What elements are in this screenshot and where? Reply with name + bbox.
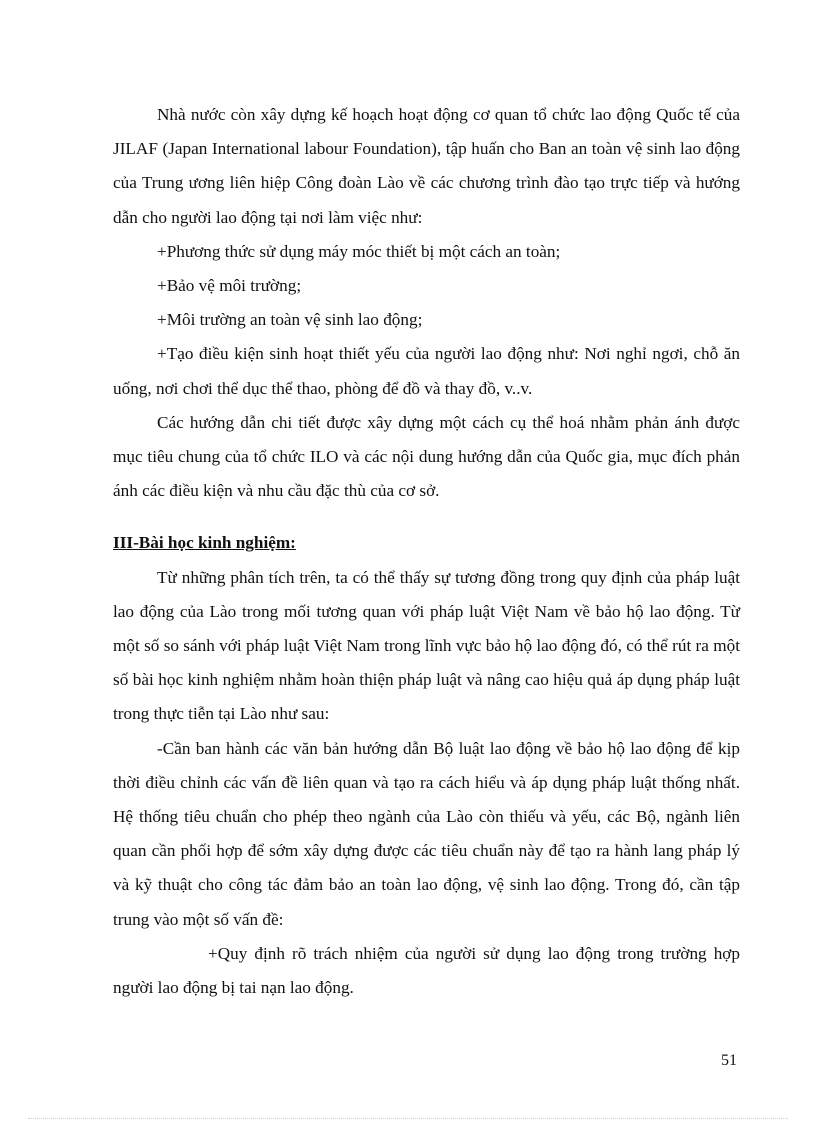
- paragraph-recommendation: -Cần ban hành các văn bản hướng dẫn Bộ luật lao động về bảo hộ lao động để kịp thời điều chỉnh các vấn đề liên quan và tạo ra cách hiểu và áp dụng pháp luật thống nhất. Hệ thống tiêu chuẩn cho phép theo ngành của Lào còn thiếu và yếu, các Bộ, ngành liên quan cần phối hợp để sớm xây dựng được các tiêu chuẩn này để tạo ra hành lang pháp lý và kỹ thuật cho công tác đảm bảo an toàn lao động, vệ sinh lao động. Trong đó, cần tập trung vào một số vấn đề:: [113, 738, 740, 929]
- document-body: [113, 98, 740, 1005]
- list-item-environment: +Bảo vệ môi trường;: [157, 276, 302, 296]
- section-heading: III-Bài học kinh nghiệm:: [113, 533, 296, 553]
- paragraph-jilaf: Nhà nước còn xây dựng kế hoạch hoạt động cơ quan tổ chức lao động Quốc tế của JILAF (Japan International labour Foundation), tập huấn cho Ban an toàn vệ sinh lao động của Trung ương liên hiệp Công đoàn Lào về các chương trình đào tạo trực tiếp và hướng dẫn cho người lao động tại nơi làm việc như:: [113, 105, 740, 227]
- list-item-safe-workplace: +Môi trường an toàn vệ sinh lao động;: [157, 310, 423, 330]
- list-item-safe-equipment: +Phương thức sử dụng máy móc thiết bị một cách an toàn;: [157, 241, 561, 261]
- paragraph-lessons: Từ những phân tích trên, ta có thể thấy sự tương đồng trong quy định của pháp luật lao động của Lào trong mối tương quan với pháp luật Việt Nam về bảo hộ lao động. Từ một số so sánh với pháp luật Việt Nam trong lĩnh vực bảo hộ lao động đó, có thể rút ra một số bài học kinh nghiệm nhằm hoàn thiện pháp luật và nâng cao hiệu quả áp dụng pháp luật trong thực tiễn tại Lào như sau:: [113, 567, 740, 724]
- footer-divider: [28, 1118, 788, 1119]
- page-number: 51: [721, 1052, 737, 1069]
- sub-item-employer-responsibility: +Quy định rõ trách nhiệm của người sử dụng lao động trong trường hợp người lao động bị tai nạn lao động.: [113, 943, 740, 998]
- paragraph-guidance: Các hướng dẫn chi tiết được xây dựng một cách cụ thể hoá nhằm phản ánh được mục tiêu chung của tổ chức ILO và các nội dung hướng dẫn của Quốc gia, mục đích phản ánh các điều kiện và nhu cầu đặc thù của cơ sở.: [113, 412, 740, 501]
- list-item-living-conditions: +Tạo điều kiện sinh hoạt thiết yếu của người lao động như: Nơi nghỉ ngơi, chỗ ăn uống, nơi chơi thể dục thể thao, phòng để đồ và thay đồ, v..v.: [113, 344, 740, 398]
